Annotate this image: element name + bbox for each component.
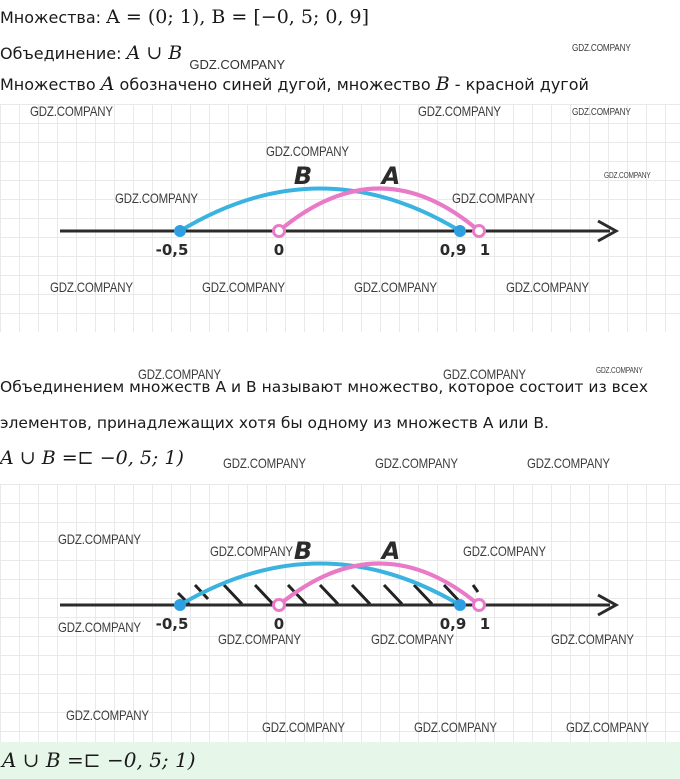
tick-label: 1 [479, 241, 491, 259]
watermark: GDZ.COMPANY [566, 719, 649, 735]
sets-definition-line [0, 6, 369, 29]
watermark: GDZ.COMPANY [527, 455, 610, 471]
watermark: GDZ.COMPANY [506, 279, 589, 295]
watermark: GDZ.COMPANY [138, 366, 221, 382]
watermark: GDZ.COMPANY [266, 143, 349, 159]
union-formula: A ∪ B [126, 42, 183, 64]
answer-formula: A ∪ B =⊏ −0, 5; 1) [2, 748, 196, 772]
arc-label-a: A [381, 162, 401, 190]
watermark: GDZ.COMPANY [443, 366, 526, 382]
tick-label: 1 [479, 615, 491, 633]
watermark: GDZ.COMPANY [58, 531, 141, 547]
arc-label-b: B [293, 162, 313, 190]
set-a-symbol: A [100, 73, 115, 95]
watermark: GDZ.COMPANY [414, 719, 497, 735]
tick-label: -0,5 [155, 615, 189, 633]
tick-label: 0,9 [439, 615, 467, 633]
watermark: GDZ.COMPANY [418, 103, 501, 119]
union-line [0, 42, 285, 76]
point-0-open [274, 600, 285, 611]
text-after: - красной дугой [449, 75, 589, 94]
tick-label: 0 [273, 615, 285, 633]
arc-label-b: B [293, 537, 313, 565]
point-minus-0-5 [174, 225, 186, 237]
point-0-open [274, 226, 285, 237]
watermark: GDZ.COMPANY [262, 719, 345, 735]
definition-line-1: Объединением множеств А и В называют множество, которое состоит из всех [0, 378, 648, 396]
point-0-9 [454, 225, 466, 237]
arcs-description-line [0, 73, 589, 96]
watermark: GDZ.COMPANY [30, 103, 113, 119]
tick-label: -0,5 [155, 241, 189, 259]
union-hatching [178, 585, 478, 604]
union-result-line: A ∪ B =⊏ −0, 5; 1) [0, 447, 184, 469]
watermark: GDZ.COMPANY [218, 631, 301, 647]
definition-line-2: элементов, принадлежащих хотя бы одному из множеств А или В. [0, 414, 549, 432]
arc-label-a: A [381, 537, 401, 565]
watermark: GDZ.COMPANY [202, 279, 285, 295]
watermark: GDZ.COMPANY [596, 366, 643, 375]
watermark: GDZ.COMPANY [604, 171, 651, 180]
watermark: GDZ.COMPANY [463, 543, 546, 559]
watermark: GDZ.COMPANY [354, 279, 437, 295]
point-1-open [474, 600, 485, 611]
watermark: GDZ.COMPANY [58, 619, 141, 635]
number-line-diagram-2 [0, 484, 680, 742]
watermark: GDZ.COMPANY [223, 455, 306, 471]
point-1-open [474, 226, 485, 237]
sets-label: Множества: [0, 8, 102, 27]
watermark: GDZ.COMPANY [375, 455, 458, 471]
text-middle: обозначено синей дугой, множество [114, 75, 436, 94]
watermark: GDZ.COMPANY [371, 631, 454, 647]
watermark: GDZ.COMPANY [551, 631, 634, 647]
watermark: GDZ.COMPANY [572, 43, 631, 54]
number-line-diagram-1 [0, 104, 680, 332]
watermark: GDZ.COMPANY [115, 190, 198, 206]
tick-label: 0,9 [439, 241, 467, 259]
watermark: GDZ.COMPANY [189, 57, 286, 72]
point-0-9 [454, 599, 466, 611]
watermark: GDZ.COMPANY [452, 190, 535, 206]
set-b-symbol: B [435, 73, 450, 95]
tick-label: 0 [273, 241, 285, 259]
union-label: Объединение: [0, 44, 122, 63]
point-minus-0-5 [174, 599, 186, 611]
watermark: GDZ.COMPANY [572, 107, 631, 118]
text-before: Множество [0, 75, 101, 94]
watermark: GDZ.COMPANY [210, 543, 293, 559]
watermark: GDZ.COMPANY [66, 707, 149, 723]
answer-box [0, 742, 680, 779]
sets-formula: A = (0; 1), B = [−0, 5; 0, 9] [106, 6, 370, 28]
watermark: GDZ.COMPANY [50, 279, 133, 295]
